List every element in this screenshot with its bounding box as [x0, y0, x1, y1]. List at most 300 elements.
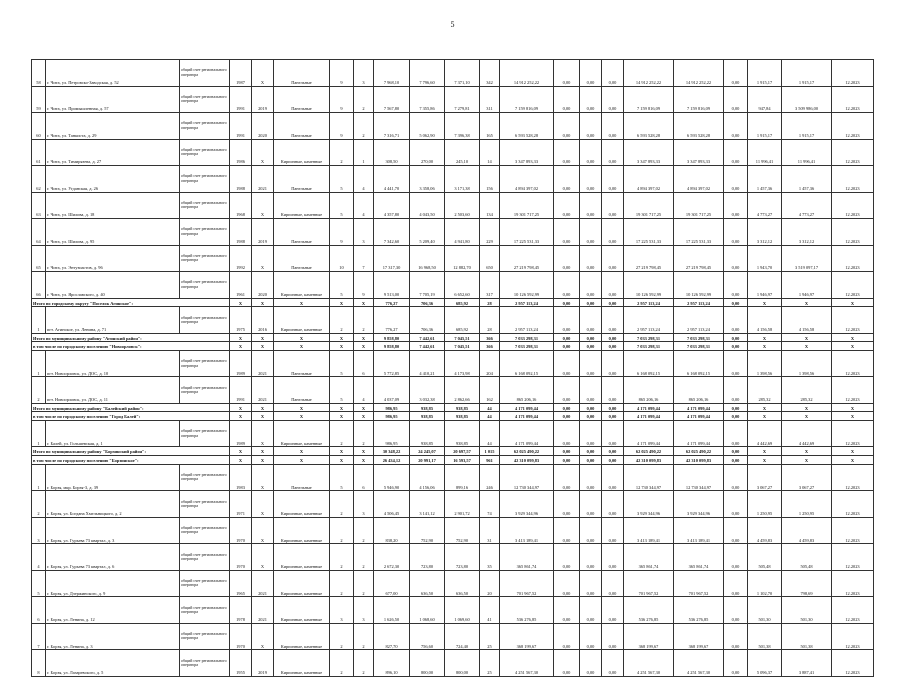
cell-fund-reg: 0,00 [580, 517, 602, 544]
cell-area-total: 896,10 [374, 650, 410, 677]
cell-area-living: 7 396,38 [445, 113, 480, 140]
cell-fund-other: 3 413 189,41 [674, 517, 724, 544]
cell-fund-fed: 0,00 [554, 544, 580, 571]
cell-fund-loc: 0,00 [602, 377, 624, 404]
cell-spec-cost: 4 442,69 [748, 420, 782, 447]
cell-date: 12.2023 [832, 491, 874, 518]
cell-area-total: 776,27 [374, 307, 410, 334]
cell-wall: Панельные [274, 377, 330, 404]
cell-entrances: 1 [354, 139, 374, 166]
cell-floors: 9 [330, 113, 354, 140]
cell-n: 6 [32, 597, 46, 624]
table-row [32, 86, 874, 113]
cell-date: 12.2023 [832, 219, 874, 246]
cell-date: X [832, 342, 874, 351]
cell-owner: общий счет регионального оператора [180, 420, 230, 447]
cell-area-premises: 756,60 [410, 623, 445, 650]
cell-wall: X [274, 447, 330, 456]
cell-fund-reg: 0,00 [580, 307, 602, 334]
cell-fund-fed: 0,00 [554, 623, 580, 650]
cell-wall: Кирпичные, каменные [274, 517, 330, 544]
cell-residents: 366 [480, 333, 500, 342]
cell-area-total: 1 626,50 [374, 597, 410, 624]
cell-n: 3 [32, 517, 46, 544]
cell-fund-owners: 2 957 113,24 [624, 298, 674, 307]
cell-entrances: 4 [354, 192, 374, 219]
cell-floors: X [330, 447, 354, 456]
cell-floors: 3 [330, 597, 354, 624]
cell-fund-reg: 0,00 [580, 412, 602, 421]
cell-fund-fed: 0,00 [554, 139, 580, 166]
cell-floors: 5 [330, 192, 354, 219]
cell-owner: общий счет регионального оператора [180, 192, 230, 219]
cell-fund-reg: 0,00 [580, 447, 602, 456]
cell-cost-total2: 0,00 [724, 412, 748, 421]
subtotal-title: Итого по муниципальному району "Борзинский район": [32, 447, 230, 456]
cell-spec-cost: 285,32 [748, 377, 782, 404]
cell-fund-fed: 0,00 [554, 412, 580, 421]
cell-owner: общий счет регионального оператора [180, 544, 230, 571]
cell-area-premises: 1 068,60 [410, 597, 445, 624]
cell-area-premises: 723,80 [410, 544, 445, 571]
cell-fund-fed: 0,00 [554, 245, 580, 272]
cell-area-living: 4 173,98 [445, 350, 480, 377]
cell-spec-cost: 4 156,58 [748, 307, 782, 334]
cell-limit: 1 915,17 [782, 113, 832, 140]
cell-owner: общий счет регионального оператора [180, 517, 230, 544]
cell-spec-cost: 3 067,27 [748, 464, 782, 491]
cell-fund-owners: 4 171 099,44 [624, 412, 674, 421]
cell-fund-owners: 6 593 528,28 [624, 113, 674, 140]
cell-address: г. Борзя, ул. Ленина, д. 12 [46, 597, 180, 624]
subtotal-row [32, 412, 874, 421]
cell-limit: 4 156,58 [782, 307, 832, 334]
cell-fund-other: 4 171 099,44 [674, 420, 724, 447]
cell-area-total: 4 441,70 [374, 166, 410, 193]
cell-cost-total2: 0,00 [724, 139, 748, 166]
cell-overhaul: X [252, 245, 274, 272]
cell-limit: 4 442,69 [782, 420, 832, 447]
cell-area-total: 9 858,80 [374, 333, 410, 342]
cell-fund-reg: 0,00 [580, 245, 602, 272]
cell-area-premises: 3 141,12 [410, 491, 445, 518]
cell-fund-owners: 3 929 344,96 [624, 491, 674, 518]
cell-built: 1989 [230, 350, 252, 377]
cell-area-premises: 270,00 [410, 139, 445, 166]
cell-fund-fed: 0,00 [554, 570, 580, 597]
cell-owner: общий счет регионального оператора [180, 272, 230, 299]
cell-address: г. Борзя, ул. Гурьева 73 квартал, д. 3 [46, 517, 180, 544]
cell-entrances: 2 [354, 307, 374, 334]
cell-overhaul: 2019 [252, 650, 274, 677]
cell-area-living: 685,92 [445, 298, 480, 307]
cell-n: 5 [32, 570, 46, 597]
cell-fund-other: 14 912 252,22 [674, 60, 724, 87]
subtotal-title: Итого по муниципальному району "Агинский район": [32, 333, 230, 342]
cell-cost-total: 4 171 099,44 [500, 412, 554, 421]
cell-date: 12.2023 [832, 517, 874, 544]
table-row [32, 377, 874, 404]
cell-wall: Кирпичные, каменные [274, 650, 330, 677]
cell-date: 12.2023 [832, 377, 874, 404]
cell-spec-cost: 501,38 [748, 623, 782, 650]
cell-cost-total: 6 168 092,15 [500, 350, 554, 377]
table-row [32, 113, 874, 140]
cell-built: X [230, 298, 252, 307]
cell-limit: 798,69 [782, 570, 832, 597]
cell-cost-total2: 0,00 [724, 420, 748, 447]
cell-address: г. Борзя, ул. Дзержинского, д. 9 [46, 570, 180, 597]
cell-fund-other: 27 219 798,45 [674, 245, 724, 272]
cell-fund-owners: 14 912 252,22 [624, 60, 674, 87]
cell-limit: X [782, 403, 832, 412]
cell-overhaul: X [252, 420, 274, 447]
cell-residents: 44 [480, 412, 500, 421]
cell-fund-other: 536 276,85 [674, 597, 724, 624]
cell-fund-fed: 0,00 [554, 298, 580, 307]
cell-built: 1991 [230, 377, 252, 404]
cell-wall: Панельные [274, 113, 330, 140]
cell-fund-reg: 0,00 [580, 272, 602, 299]
cell-owner: общий счет регионального оператора [180, 86, 230, 113]
cell-cost-total: 3 929 344,96 [500, 491, 554, 518]
cell-entrances: 2 [354, 650, 374, 677]
cell-date: 12.2023 [832, 350, 874, 377]
cell-n: 7 [32, 623, 46, 650]
cell-fund-other: 7 033 298,31 [674, 333, 724, 342]
cell-area-total: 7 968,10 [374, 60, 410, 87]
table-row [32, 192, 874, 219]
cell-area-living: 938,85 [445, 403, 480, 412]
cell-date: 12.2023 [832, 192, 874, 219]
cell-residents: 44 [480, 403, 500, 412]
cell-entrances: 4 [354, 377, 374, 404]
cell-built: X [230, 412, 252, 421]
cell-fund-fed: 0,00 [554, 219, 580, 246]
cell-area-premises: 938,85 [410, 403, 445, 412]
cell-address: г. Борзя, ул. Ленина, д. 3 [46, 623, 180, 650]
cell-n: 60 [32, 113, 46, 140]
cell-area-total: 7 316,71 [374, 113, 410, 140]
cell-cost-total: 42 310 099,83 [500, 456, 554, 465]
cell-limit: 3 312,12 [782, 219, 832, 246]
cell-address: г. Балей, ул. Гольшевская, д. 1 [46, 420, 180, 447]
cell-entrances: X [354, 412, 374, 421]
cell-fund-other: 4 894 397,02 [674, 166, 724, 193]
cell-fund-fed: 0,00 [554, 464, 580, 491]
cell-spec-cost: 501,30 [748, 597, 782, 624]
cell-limit: 3 067,27 [782, 464, 832, 491]
cell-built: 1970 [230, 517, 252, 544]
cell-overhaul: 2021 [252, 166, 274, 193]
cell-area-total: 2 672,30 [374, 544, 410, 571]
cell-fund-fed: 0,00 [554, 86, 580, 113]
cell-fund-owners: 7 033 298,31 [624, 342, 674, 351]
cell-area-total: 30 348,22 [374, 447, 410, 456]
cell-wall: Кирпичные, каменные [274, 544, 330, 571]
cell-cost-total2: 0,00 [724, 333, 748, 342]
cell-limit: 1 250,95 [782, 491, 832, 518]
cell-cost-total2: 0,00 [724, 298, 748, 307]
cell-overhaul: X [252, 403, 274, 412]
table-row [32, 307, 874, 334]
cell-overhaul: 2021 [252, 597, 274, 624]
cell-limit: 501,38 [782, 623, 832, 650]
cell-limit: X [782, 456, 832, 465]
cell-fund-fed: 0,00 [554, 597, 580, 624]
cell-fund-owners: 6 168 092,15 [624, 350, 674, 377]
cell-overhaul: X [252, 447, 274, 456]
cell-cost-total: 4 251 567,30 [500, 650, 554, 677]
cell-residents: 246 [480, 464, 500, 491]
subtotal-title: Итого по муниципальному району "Балейский район": [32, 403, 230, 412]
cell-fund-fed: 0,00 [554, 307, 580, 334]
cell-entrances: X [354, 456, 374, 465]
cell-limit: 4 459,83 [782, 517, 832, 544]
cell-spec-cost: X [748, 333, 782, 342]
subtotal-row [32, 456, 874, 465]
cell-date: 12.2023 [832, 570, 874, 597]
cell-cost-total2: 0,00 [724, 403, 748, 412]
cell-fund-other: 365 861,74 [674, 544, 724, 571]
cell-spec-cost: X [748, 412, 782, 421]
cell-residents: 25 [480, 650, 500, 677]
cell-area-premises: 7 796,60 [410, 60, 445, 87]
cell-address: г. Чита, ул. Угданская, д. 26 [46, 166, 180, 193]
cell-fund-other: 7 033 298,31 [674, 342, 724, 351]
cell-fund-owners: 12 730 344,97 [624, 464, 674, 491]
cell-residents: 204 [480, 350, 500, 377]
cell-wall: Панельные [274, 219, 330, 246]
cell-fund-loc: 0,00 [602, 464, 624, 491]
cell-limit: 4 773,27 [782, 192, 832, 219]
cell-residents: 156 [480, 166, 500, 193]
cell-n: 1 [32, 307, 46, 334]
cell-area-living: 938,85 [445, 420, 480, 447]
cell-fund-owners: 4 894 397,02 [624, 166, 674, 193]
cell-limit: X [782, 342, 832, 351]
cell-area-premises: 16 968,50 [410, 245, 445, 272]
cell-fund-other: 6 168 092,15 [674, 350, 724, 377]
cell-fund-fed: 0,00 [554, 447, 580, 456]
cell-area-living: 685,92 [445, 307, 480, 334]
cell-area-premises: 706,36 [410, 298, 445, 307]
cell-fund-owners: 42 310 099,83 [624, 456, 674, 465]
cell-cost-total2: 0,00 [724, 307, 748, 334]
cell-area-total: 7 342,60 [374, 219, 410, 246]
cell-owner: общий счет регионального оператора [180, 60, 230, 87]
cell-cost-total2: 0,00 [724, 377, 748, 404]
cell-fund-loc: 0,00 [602, 623, 624, 650]
cell-area-living: 800,00 [445, 650, 480, 677]
cell-fund-owners: 7 033 298,31 [624, 333, 674, 342]
cell-n: 62 [32, 166, 46, 193]
cell-fund-fed: 0,00 [554, 333, 580, 342]
cell-address: г. Борзя, ул. Лазаревского, д. 5 [46, 650, 180, 677]
cell-wall: Панельные [274, 350, 330, 377]
cell-date: X [832, 412, 874, 421]
subtotal-row [32, 403, 874, 412]
cell-fund-loc: 0,00 [602, 245, 624, 272]
cell-fund-other: 368 199,67 [674, 623, 724, 650]
cell-cost-total2: 0,00 [724, 86, 748, 113]
cell-fund-loc: 0,00 [602, 192, 624, 219]
cell-address: г. Чита, ул. Промышленная, д. 57 [46, 86, 180, 113]
cell-spec-cost: X [748, 403, 782, 412]
cell-date: 12.2023 [832, 245, 874, 272]
cell-area-living: 2 862,66 [445, 377, 480, 404]
cell-residents: 165 [480, 113, 500, 140]
cell-area-total: 5 772,85 [374, 350, 410, 377]
cell-built: 1983 [230, 464, 252, 491]
subtotal-title: в том числе по городскому поселению "Борзинское": [32, 456, 230, 465]
cell-area-total: 17 317,30 [374, 245, 410, 272]
cell-overhaul: 2020 [252, 272, 274, 299]
cell-residents: 35 [480, 544, 500, 571]
cell-fund-other: 7 159 816,09 [674, 86, 724, 113]
cell-entrances: X [354, 342, 374, 351]
cell-fund-reg: 0,00 [580, 544, 602, 571]
cell-floors: X [330, 333, 354, 342]
cell-cost-total2: 0,00 [724, 60, 748, 87]
cell-fund-loc: 0,00 [602, 333, 624, 342]
cell-built: X [230, 403, 252, 412]
cell-fund-reg: 0,00 [580, 350, 602, 377]
cell-fund-reg: 0,00 [580, 342, 602, 351]
cell-cost-total: 365 861,74 [500, 544, 554, 571]
cell-wall: X [274, 412, 330, 421]
cell-fund-other: 3 347 893,33 [674, 139, 724, 166]
cell-wall: Кирпичные, каменные [274, 192, 330, 219]
cell-built: 1991 [230, 86, 252, 113]
cell-n: 61 [32, 139, 46, 166]
cell-residents: 31 [480, 517, 500, 544]
cell-fund-reg: 0,00 [580, 298, 602, 307]
cell-area-premises: 20 991,17 [410, 456, 445, 465]
cell-area-total: 9 858,80 [374, 342, 410, 351]
cell-fund-reg: 0,00 [580, 570, 602, 597]
cell-limit: 505,48 [782, 544, 832, 571]
cell-area-living: 7 371,10 [445, 60, 480, 87]
cell-fund-owners: 865 206,16 [624, 377, 674, 404]
subtotal-row [32, 342, 874, 351]
cell-wall: Кирпичные, каменные [274, 597, 330, 624]
cell-owner: общий счет регионального оператора [180, 245, 230, 272]
cell-built: X [230, 447, 252, 456]
cell-floors: 5 [330, 272, 354, 299]
cell-built: 1968 [230, 192, 252, 219]
cell-spec-cost: X [748, 342, 782, 351]
cell-cost-total: 536 276,85 [500, 597, 554, 624]
cell-area-total: 4 506,45 [374, 491, 410, 518]
cell-fund-owners: 701 967,52 [624, 570, 674, 597]
cell-wall: Панельные [274, 464, 330, 491]
cell-wall: Кирпичные, каменные [274, 623, 330, 650]
cell-fund-other: 10 126 592,99 [674, 272, 724, 299]
cell-residents: 162 [480, 377, 500, 404]
cell-area-total: 7 567,80 [374, 86, 410, 113]
cell-owner: общий счет регионального оператора [180, 464, 230, 491]
cell-floors: 2 [330, 623, 354, 650]
cell-fund-loc: 0,00 [602, 60, 624, 87]
cell-address: г. Чита, ул. Шилова, д. 18 [46, 192, 180, 219]
cell-limit: 1 398,56 [782, 350, 832, 377]
cell-limit: X [782, 333, 832, 342]
cell-residents: 317 [480, 272, 500, 299]
cell-fund-loc: 0,00 [602, 403, 624, 412]
cell-area-total: 5 946,90 [374, 464, 410, 491]
cell-fund-loc: 0,00 [602, 113, 624, 140]
cell-area-living: 636,50 [445, 570, 480, 597]
cell-limit: X [782, 412, 832, 421]
cell-n: 65 [32, 245, 46, 272]
cell-date: 12.2023 [832, 86, 874, 113]
cell-cost-total: 7 159 816,09 [500, 86, 554, 113]
cell-residents: 961 [480, 456, 500, 465]
cell-residents: 28 [480, 298, 500, 307]
cell-owner: общий счет регионального оператора [180, 491, 230, 518]
cell-spec-cost: 947,84 [748, 86, 782, 113]
cell-cost-total: 4 894 397,02 [500, 166, 554, 193]
cell-floors: 2 [330, 139, 354, 166]
cell-wall: X [274, 403, 330, 412]
cell-date: 12.2023 [832, 650, 874, 677]
cell-n: 58 [32, 60, 46, 87]
cell-fund-reg: 0,00 [580, 192, 602, 219]
cell-fund-reg: 0,00 [580, 377, 602, 404]
cell-fund-reg: 0,00 [580, 333, 602, 342]
cell-spec-cost: 1 102,70 [748, 570, 782, 597]
cell-floors: 2 [330, 570, 354, 597]
cell-area-living: 16 593,57 [445, 456, 480, 465]
cell-residents: 44 [480, 420, 500, 447]
cell-fund-owners: 4 171 099,44 [624, 403, 674, 412]
cell-fund-loc: 0,00 [602, 219, 624, 246]
cell-overhaul: 2016 [252, 307, 274, 334]
cell-overhaul: 2020 [252, 113, 274, 140]
cell-residents: 311 [480, 86, 500, 113]
cell-area-living: 4 941,80 [445, 219, 480, 246]
cell-area-premises: 3 358,06 [410, 166, 445, 193]
cell-spec-cost: 505,48 [748, 544, 782, 571]
cell-spec-cost: 1 915,17 [748, 60, 782, 87]
cell-fund-loc: 0,00 [602, 544, 624, 571]
cell-cost-total2: 0,00 [724, 517, 748, 544]
cell-area-living: 2 503,60 [445, 192, 480, 219]
cell-address: г. Борзя, ул. Богдана Хмельницкого, д. 2 [46, 491, 180, 518]
cell-wall: Кирпичные, каменные [274, 139, 330, 166]
cell-fund-other: 12 730 344,97 [674, 464, 724, 491]
cell-area-premises: 706,36 [410, 307, 445, 334]
cell-cost-total2: 0,00 [724, 219, 748, 246]
table-row [32, 570, 874, 597]
capital-repair-table [31, 59, 874, 677]
cell-fund-reg: 0,00 [580, 491, 602, 518]
cell-entrances: 4 [354, 166, 374, 193]
subtotal-title: в том числе по городскому поселению "Город Балей": [32, 412, 230, 421]
cell-cost-total: 865 206,16 [500, 377, 554, 404]
cell-date: 12.2023 [832, 597, 874, 624]
cell-area-total: 4 037,09 [374, 377, 410, 404]
cell-built: 1992 [230, 245, 252, 272]
cell-fund-other: 701 967,52 [674, 570, 724, 597]
cell-fund-reg: 0,00 [580, 420, 602, 447]
cell-wall: X [274, 298, 330, 307]
cell-fund-fed: 0,00 [554, 113, 580, 140]
cell-floors: 2 [330, 544, 354, 571]
cell-area-premises: 800,00 [410, 650, 445, 677]
cell-area-living: 245,10 [445, 139, 480, 166]
